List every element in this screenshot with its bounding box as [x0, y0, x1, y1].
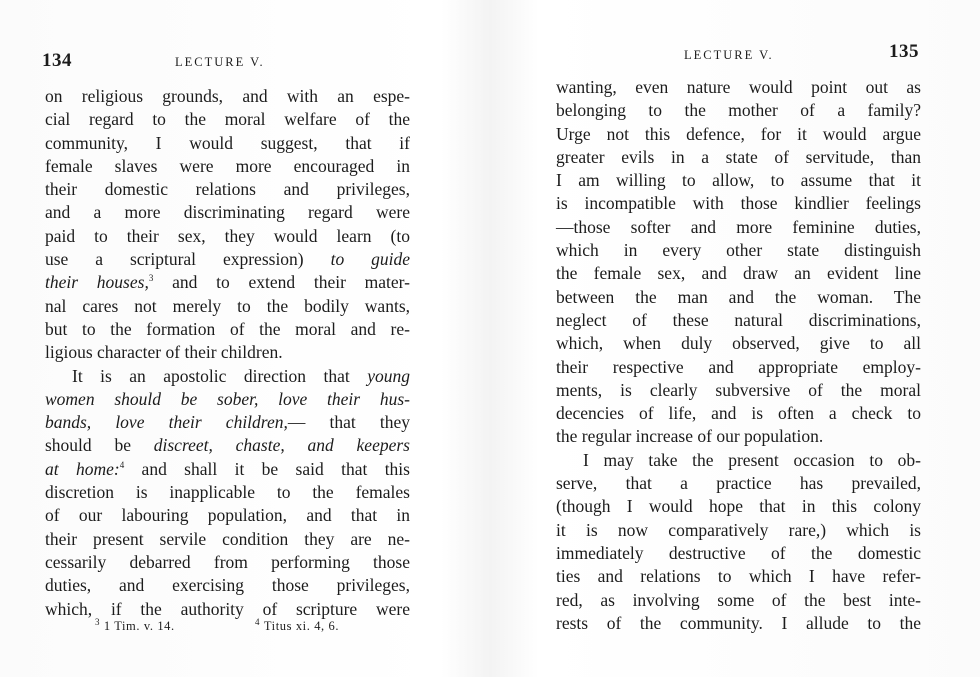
text-line: is incompatible with those kindlier feelings [556, 193, 921, 214]
text-line: rests of the community. I allude to the [556, 612, 921, 633]
text-line [45, 271, 410, 294]
text-line: the female sex, and draw an evident line [556, 263, 921, 284]
text-line: I am willing to allow, to assume that it [556, 170, 921, 191]
footnote-mark: 4 [255, 616, 261, 627]
text-run: and to extend their mater- [153, 272, 410, 293]
text-line: ties and relations to which I have refer- [556, 566, 921, 587]
text-line: paid to their sex, they would learn (to [45, 225, 410, 246]
footnote [95, 616, 175, 634]
text-line: serve, that a practice has prevailed, [556, 473, 921, 494]
text-line [45, 434, 410, 457]
text-line [45, 458, 410, 481]
text-line: which, if the authority of scripture were [45, 598, 410, 619]
text-line: Urge not this defence, for it would argue [556, 123, 921, 144]
text-line: female slaves were more encouraged in [45, 155, 410, 176]
text-line: their respective and appropriate employ- [556, 356, 921, 377]
text-line: ligious character of their children. [45, 342, 283, 363]
text-line: cial regard to the moral welfare of the [45, 109, 410, 130]
text-line: cessarily debarred from performing those [45, 551, 410, 572]
text-line: and a more discriminating regard were [45, 202, 410, 223]
text-line [45, 248, 410, 271]
text-line: belonging to the mother of a family? [556, 100, 921, 121]
text-line: between the man and the woman. The [556, 286, 921, 307]
italic-run: women should be sober, love their hus- [45, 388, 410, 409]
text-line: wanting, even nature would point out as [556, 77, 921, 97]
text-line: I may take the present occasion to ob- [583, 449, 921, 470]
text-line: duties, and exercising those privileges, [45, 575, 410, 596]
footnote-mark: 3 [95, 616, 101, 627]
text-line: their present servile condition they are ne- [45, 528, 410, 549]
italic-run: bands, love their children, [45, 412, 288, 433]
italic-run: discreet, chaste, and keepers [153, 435, 410, 456]
right-page [490, 0, 980, 677]
text-line: red, as involving some of the best inte- [556, 589, 921, 610]
footnote [255, 616, 340, 634]
page-number: 134 [42, 50, 72, 71]
italic-run: at home: [45, 458, 120, 479]
text-line: immediately destructive of the domestic [556, 542, 921, 563]
footnote-marker: 4 [119, 459, 125, 470]
footnote-text: 1 Tim. v. 14. [103, 619, 175, 633]
text-line: it is now comparatively rare,) which is [556, 519, 921, 540]
text-line: greater evils in a state of servitude, than [556, 146, 921, 167]
text-line: community, I would suggest, that if [45, 132, 410, 153]
running-head: LECTURE V. [175, 55, 265, 69]
text-run: and shall it be said that this [124, 458, 410, 479]
page-body [45, 85, 410, 621]
text-line: decencies of life, and is often a check to [556, 403, 921, 424]
italic-run: young [367, 365, 410, 386]
text-line: (though I would hope that in this colony [556, 496, 921, 517]
text-line: their domestic relations and privileges, [45, 179, 410, 200]
text-line [45, 365, 410, 388]
text-run: It is an apostolic direction that [72, 365, 368, 386]
running-head: LECTURE V. [684, 48, 774, 62]
text-line: ments, is clearly subversive of the moral [556, 379, 921, 400]
text-line: which in every other state distinguish [556, 240, 921, 261]
text-line: of our labouring population, and that in [45, 505, 410, 526]
text-line: neglect of these natural discriminations, [556, 309, 921, 330]
page-body [556, 76, 921, 635]
text-line: discretion is inapplicable to the females [45, 482, 410, 503]
text-line: on religious grounds, and with an espe- [45, 86, 410, 106]
text-line [45, 388, 410, 411]
text-line: but to the formation of the moral and re- [45, 318, 410, 339]
text-run: should be [45, 435, 154, 456]
text-line: nal cares not merely to the bodily wants, [45, 295, 410, 316]
text-line: —those softer and more feminine duties, [556, 216, 921, 237]
italic-run: their houses, [45, 272, 149, 293]
text-run: use a scriptural expression) [45, 249, 331, 270]
text-line: which, when duly observed, give to all [556, 333, 921, 354]
page-number: 135 [889, 41, 919, 62]
text-line [45, 411, 410, 434]
text-run: — that they [287, 412, 410, 433]
footnote-marker: 3 [148, 273, 154, 284]
footnote-text: Titus xi. 4, 6. [263, 619, 340, 633]
italic-run: to guide [330, 249, 410, 270]
text-line: the regular increase of our population. [556, 426, 824, 447]
